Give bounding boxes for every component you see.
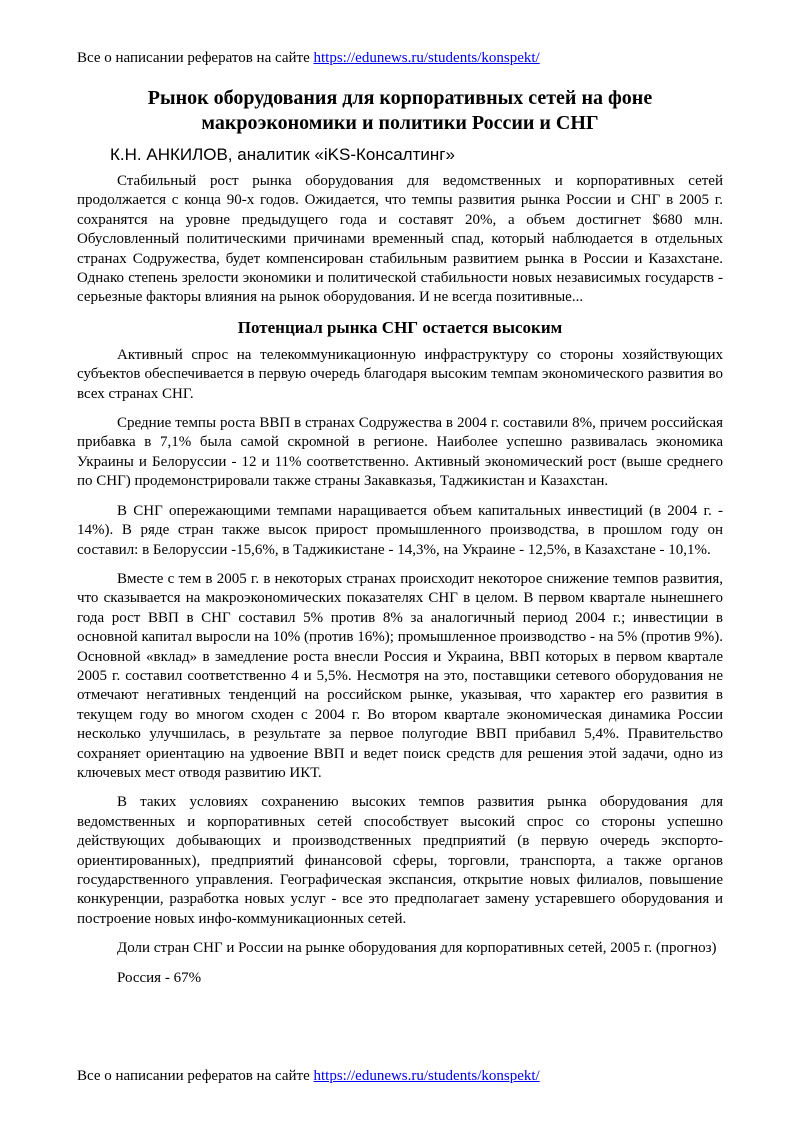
header-link[interactable]: https://edunews.ru/students/konspekt/ <box>313 50 540 66</box>
page-footer <box>77 1067 540 1085</box>
page-header <box>77 49 540 67</box>
footer-link[interactable]: https://edunews.ru/students/konspekt/ <box>313 1068 540 1084</box>
paragraph: Средние темпы роста ВВП в странах Содружества в 2004 г. составили 8%, причем российская прибавка в 7,1% была самой скромной в регионе. Наиболее успешно развивалась экономика Украины и Белоруссии - 12 и 11% соответственно. Активный экономический рост (выше среднего по СНГ) продемонстрировали также страны Закавказья, Таджикистан и Казахстан. <box>77 415 723 490</box>
article-author: К.Н. АНКИЛОВ, аналитик «iKS-Консалтинг» <box>110 145 455 164</box>
article-body <box>77 172 723 988</box>
lead-paragraph: Стабильный рост рынка оборудования для ведомственных и корпоративных сетей продолжается с конца 90-х годов. Ожидается, что темпы развития рынка России и СНГ в 2005 г. сохранятся на уровне предыдущего года и составят 20%, а объем достигнет $680 млн. Обусловленный политическими причинами временный спад, который наблюдается в отдельных странах Содружества, будет компенсирован стабильным развитием рынка в России и Казахстане. Однако степень зрелости экономики и политической стабильности новых независимых государств - серьезные факторы влияния на рынок оборудования. И не всегда позитивные... <box>77 173 723 306</box>
paragraph: В таких условиях сохранению высоких темпов развития рынка оборудования для ведомственных и корпоративных сетей способствует высокий спрос со стороны успешно действующих добывающих и производственных предприятий (в первую очередь экспорто-ориентированных), предприятий финансовой сферы, торговли, транспорта, а также органов государственного управления. Географическая экспансия, открытие новых филиалов, повышение конкуренции, разработка новых услуг - все это предполагает замену устаревшего оборудования и построение новых инфо-коммуникационных сетей. <box>77 794 723 927</box>
section-title: Потенциал рынка СНГ остается высоким <box>237 317 563 337</box>
paragraph: В СНГ опережающими темпами наращивается объем капитальных инвестиций (в 2004 г. - 14%). В ряде стран также высок прирост промышленного производства, в прошлом году он составил: в Белоруссии -15,6%, в Таджикистане - 14,3%, на Украине - 12,5%, в Казахстане - 10,1%. <box>77 502 723 558</box>
paragraph: Активный спрос на телекоммуникационную инфраструктуру со стороны хозяйствующих субъектов обеспечивается в первую очередь благодаря высоким темпам экономического развития во всех странах СНГ. <box>77 346 723 402</box>
paragraph: Вместе с тем в 2005 г. в некоторых странах происходит некоторое снижение темпов развития, что сказывается на макроэкономических показателях СНГ в целом. В первом квартале нынешнего года рост ВВП в СНГ составил 5% против 8% за аналогичный период 2004 г.; инвестиции в основной капитал выросли на 10% (против 16%); промышленное производство - на 5% (против 9%). Основной «вклад» в замедление роста внесли Россия и Украина, ВВП которых в первом квартале 2005 г. составил соответственно 4 и 5,5%. Несмотря на это, поставщики сетевого оборудования не отмечают негативных тенденций на российском рынке, указывая, что характер его развития в текущем году во многом сходен с 2004 г. Во втором квартале экономическая динамика России несколько улучшилась, в результате за первое полугодие ВВП прибавил 5,4%. Правительство сохраняет ориентацию на удвоение ВВП и ведет поиск средств для решения этой задачи, одно из ключевых мест отводя развитию ИКТ. <box>77 570 723 781</box>
footer-text: Все о написании рефератов на сайте <box>77 1068 314 1084</box>
list-item: Россия - 67% <box>117 969 202 986</box>
article-title: Рынок оборудования для корпоративных сетей на фоне макроэкономики и политики России и СНГ <box>147 87 653 134</box>
paragraph: Доли стран СНГ и России на рынке оборудования для корпоративных сетей, 2005 г. (прогноз) <box>117 940 717 957</box>
header-text: Все о написании рефератов на сайте <box>77 50 314 66</box>
